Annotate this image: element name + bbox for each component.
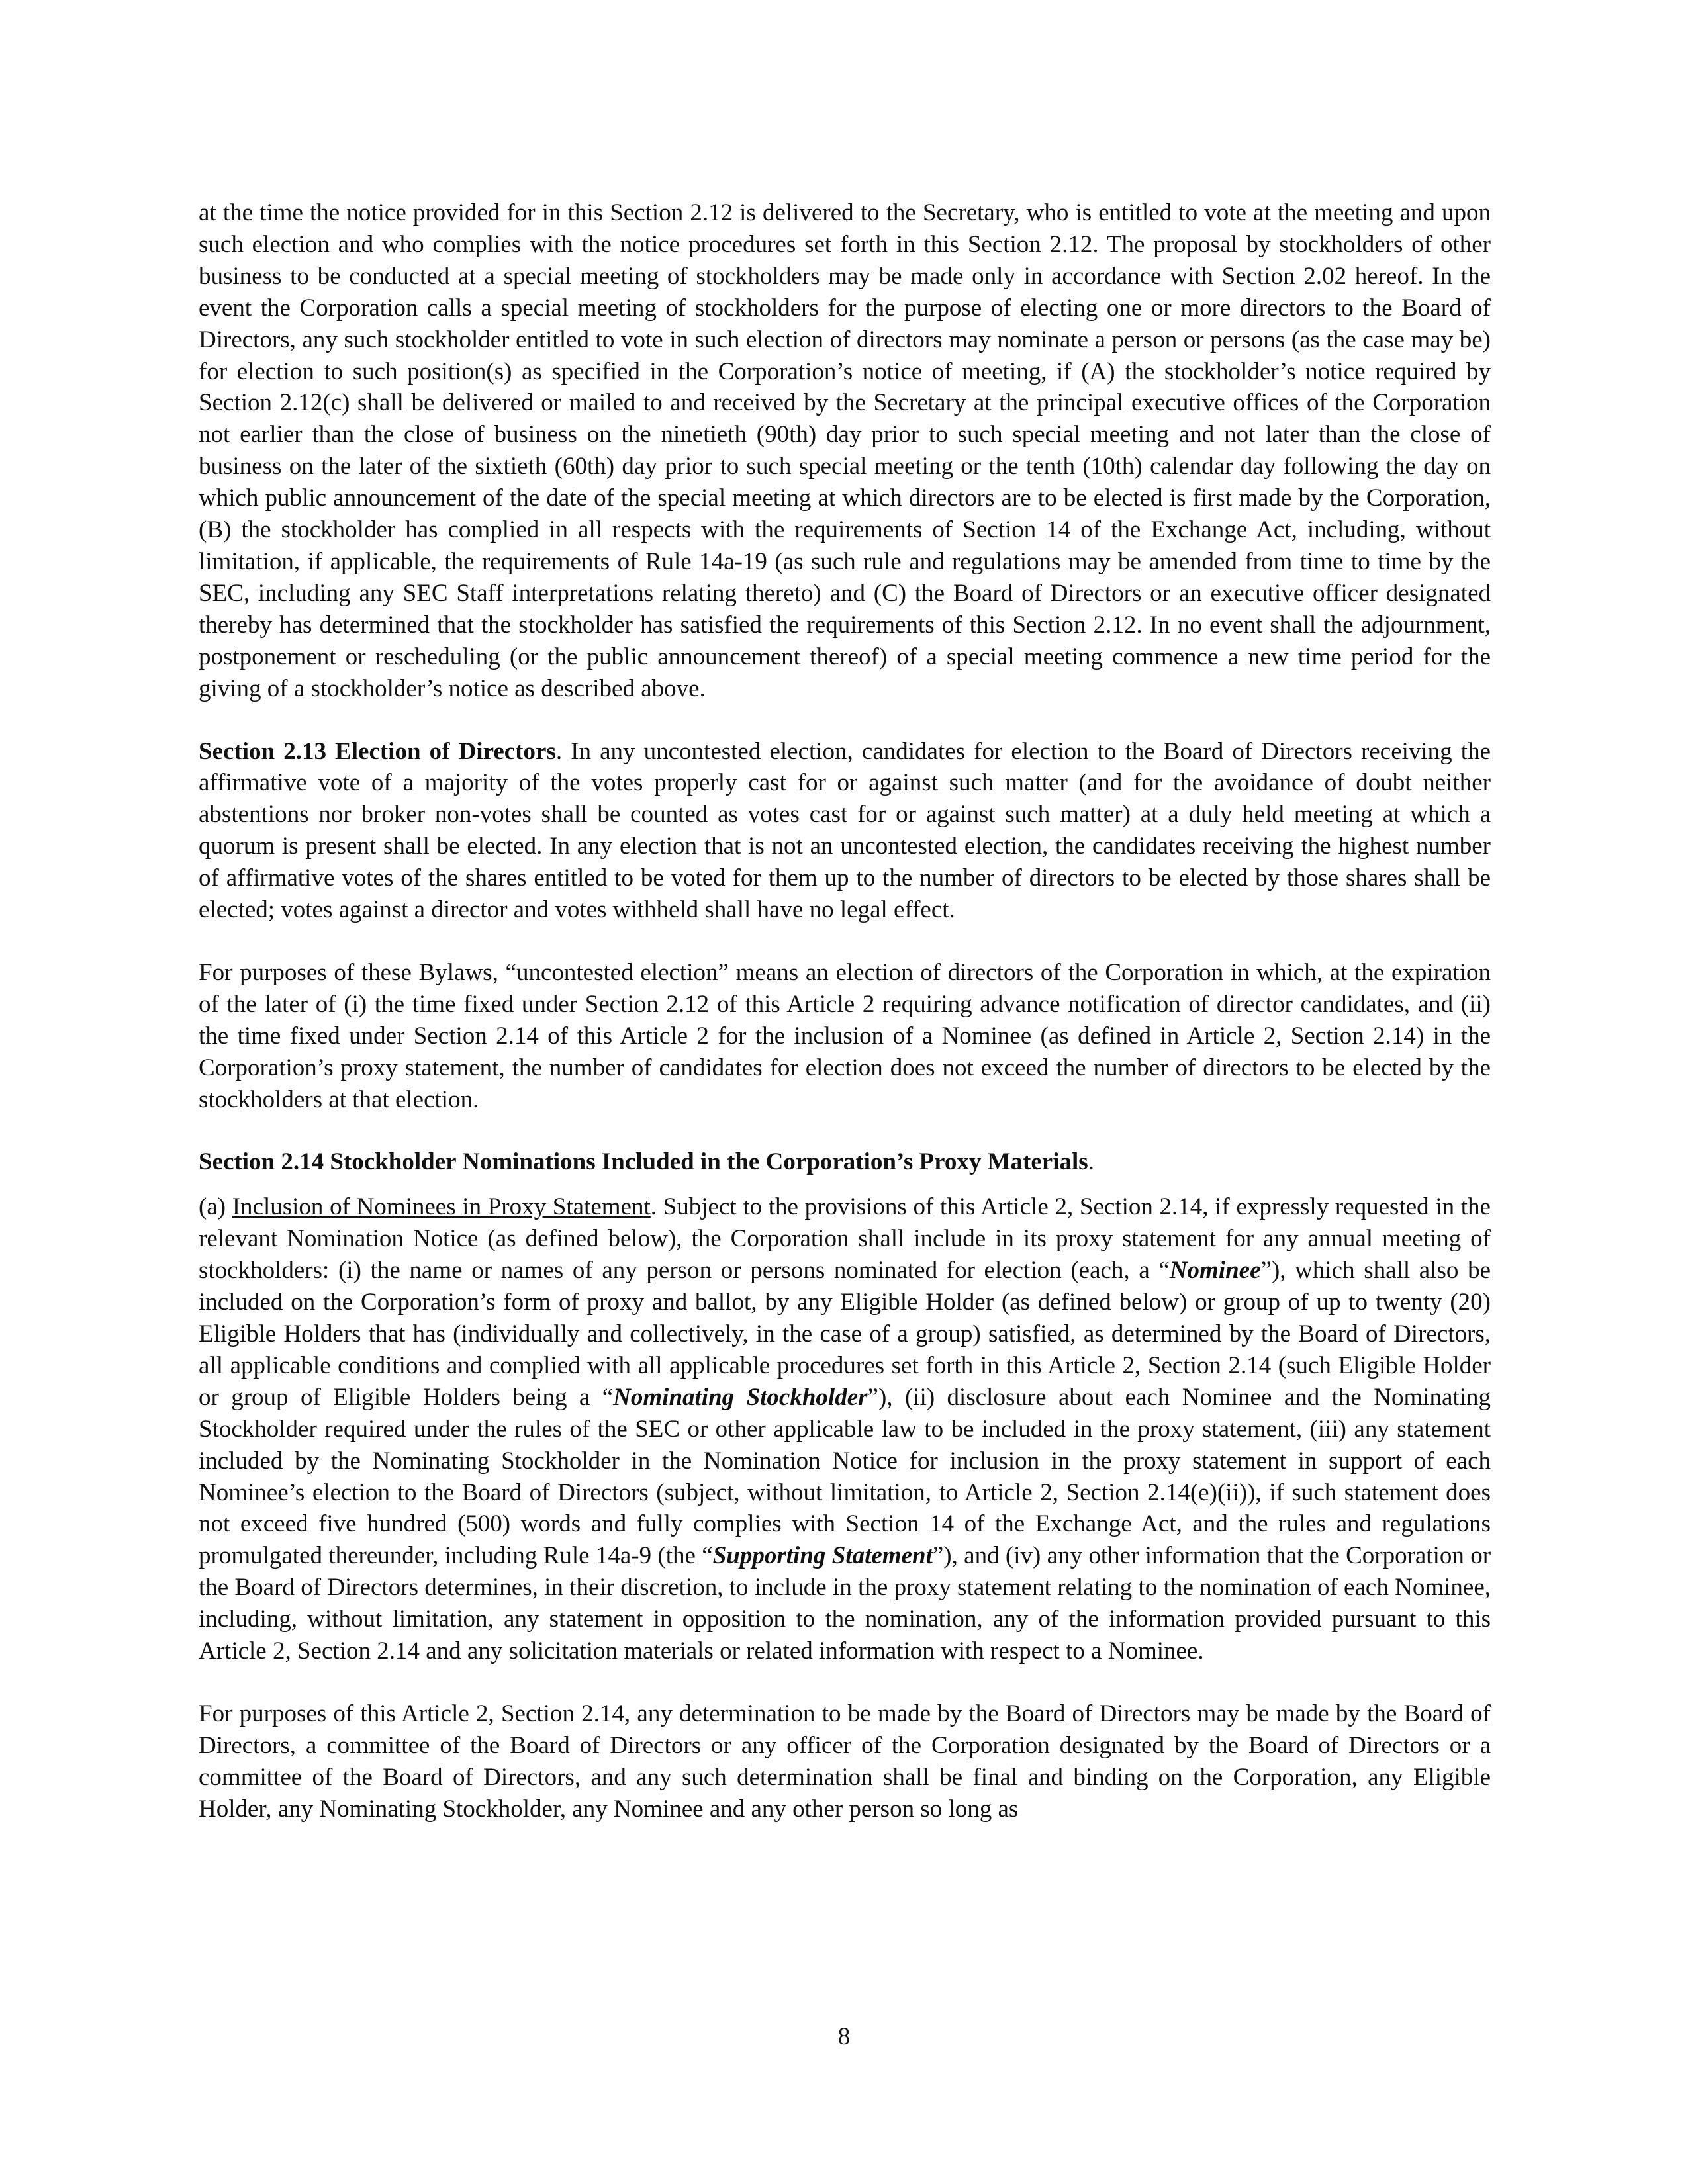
defined-term-nominee: Nominee xyxy=(1169,1257,1261,1285)
clause-a-text-1: . Subject to the provisions of this Article 2, Section 2.14, if expressly requested in the relevant Nomination Notice (as defined below), the Corporation shall include in its proxy statement for any annual meeting of stockholders: (i) the name or names of any person or persons nominated for election (each, a “ xyxy=(199,1193,1491,1285)
clause-a-text-2: ”), which shall also be included on the Corporation’s form of proxy and ballot, by any Eligible Holder (as defined below) or group of up to twenty (20) Eligible Holders that has (individually and collectively, in the case of a group) satisfied, as determined by the Board of Directors, all applicable conditions and complied with all applicable procedures set forth in this Article 2, Section 2.14 (such Eligible Holder or group of Eligible Holders being a “ xyxy=(199,1257,1491,1411)
paragraph-notice-special-meeting: at the time the notice provided for in this Section 2.12 is delivered to the Secretary, who is entitled to vote at the meeting and upon such election and who complies with the notice procedures set forth in this Section 2.12. The proposal by stockholders of other business to be conducted at a special meeting of stockholders may be made only in accordance with Section 2.02 hereof. In the event the Corporation calls a special meeting of stockholders for the purpose of electing one or more directors to the Board of Directors, any such stockholder entitled to vote in such election of directors may nominate a person or persons (as the case may be) for election to such position(s) as specified in the Corporation’s notice of meeting, if (A) the stockholder’s notice required by Section 2.12(c) shall be delivered or mailed to and received by the Secretary at the principal executive offices of the Corporation not earlier than the close of business on the ninetieth (90th) day prior to such special meeting and not later than the close of business on the later of the sixtieth (60th) day prior to such special meeting or the tenth (10th) calendar day following the day on which public announcement of the date of the special meeting at which directors are to be elected is first made by the Corporation, (B) the stockholder has complied in all respects with the requirements of Section 14 of the Exchange Act, including, without limitation, if applicable, the requirements of Rule 14a-19 (as such rule and regulations may be amended from time to time by the SEC, including any SEC Staff interpretations relating thereto) and (C) the Board of Directors or an executive officer designated thereby has determined that the stockholder has satisfied the requirements of this Section 2.12. In no event shall the adjournment, postponement or rescheduling (or the public announcement thereof) of a special meeting commence a new time period for the giving of a stockholder’s notice as described above. xyxy=(199,199,1491,702)
section-2-14-heading-line xyxy=(199,1146,1491,1178)
clause-a-text-4: ”), and (iv) any other information that the Corporation or the Board of Directors determines, in their discretion, to include in the proxy statement relating to the nomination of each Nominee, including, without limitation, any statement in opposition to the nomination, any of the information provided pursuant to this Article 2, Section 2.14 and any solicitation materials or related information with respect to a Nominee. xyxy=(199,1542,1491,1665)
section-2-13-body: . In any uncontested election, candidates for election to the Board of Directors receiving the affirmative vote of a majority of the votes properly cast for or against such matter (and for the avoidance of doubt neither abstentions nor broker non-votes shall be counted as votes cast for or against such matter) at a duly held meeting at which a quorum is present shall be elected. In any election that is not an uncontested election, the candidates receiving the highest number of affirmative votes of the shares entitled to be voted for them up to the number of directors to be elected by those shares shall be elected; votes against a director and votes withheld shall have no legal effect. xyxy=(199,737,1491,924)
section-2-14-heading-period: . xyxy=(1088,1148,1094,1176)
clause-a-prefix: (a) xyxy=(199,1193,232,1221)
section-2-13-heading: Section 2.13 Election of Directors xyxy=(199,737,556,765)
section-2-14-heading: Section 2.14 Stockholder Nominations Included in the Corporation’s Proxy Materials xyxy=(199,1148,1088,1176)
defined-term-nominating-stockholder: Nominating Stockholder xyxy=(613,1383,868,1411)
page-number: 8 xyxy=(837,2023,851,2050)
paragraph-uncontested-election-definition: For purposes of these Bylaws, “uncontested election” means an election of directors of the Corporation in which, at the expiration of the later of (i) the time fixed under Section 2.12 of this Article 2 requiring advance notification of director candidates, and (ii) the time fixed under Section 2.14 of this Article 2 for the inclusion of a Nominee (as defined in Article 2, Section 2.14) in the Corporation’s proxy statement, the number of candidates for election does not exceed the number of directors to be elected by the stockholders at that election. xyxy=(199,958,1491,1113)
document-body xyxy=(199,197,1491,1825)
clause-a-title: Inclusion of Nominees in Proxy Statement xyxy=(232,1193,651,1221)
clause-a-text-3: ”), (ii) disclosure about each Nominee and the Nominating Stockholder required under the rules of the SEC or other applicable law to be included in the proxy statement, (iii) any statement included by the Nominating Stockholder in the Nomination Notice for inclusion in the proxy statement in support of each Nominee’s election to the Board of Directors (subject, without limitation, to Article 2, Section 2.14(e)(ii)), if such statement does not exceed five hundred (500) words and fully complies with Section 14 of the Exchange Act, and the rules and regulations promulgated thereunder, including Rule 14a-9 (the “ xyxy=(199,1383,1491,1570)
paragraph-section-2-14-a xyxy=(199,1191,1491,1667)
paragraph-board-determinations: For purposes of this Article 2, Section 2.14, any determination to be made by the Board of Directors may be made by the Board of Directors, a committee of the Board of Directors or any officer of the Corporation designated by the Board of Directors or a committee of the Board of Directors, and any such determination shall be final and binding on the Corporation, any Eligible Holder, any Nominating Stockholder, any Nominee and any other person so long as xyxy=(199,1700,1491,1823)
defined-term-supporting-statement: Supporting Statement xyxy=(712,1542,933,1570)
paragraph-section-2-13 xyxy=(199,736,1491,926)
